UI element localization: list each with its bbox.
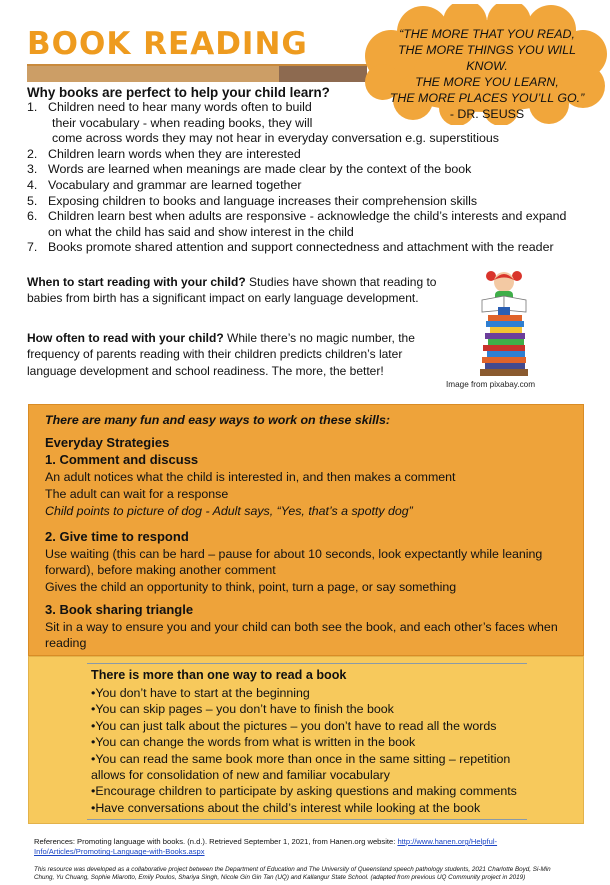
child-on-books-illustration <box>468 266 540 378</box>
reason-item <box>27 240 587 256</box>
reason-number: 7. <box>27 240 38 255</box>
reason-text: Vocabulary and grammar are learned together <box>48 177 302 192</box>
references-link[interactable]: http://www.hanen.org/Helpful- Info/Articles/Promoting-Language-with-Books.aspx <box>34 837 498 857</box>
strategy-2-line: Use waiting (this can be hard – pause for about 10 seconds, look expectantly while leaning <box>45 547 543 561</box>
ways-to-read-heading: There is more than one way to read a book <box>91 668 347 682</box>
when-label: When to start reading with your child? <box>27 275 246 289</box>
how-often-paragraph <box>27 330 437 379</box>
reason-text: Children learn best when adults are responsive - acknowledge the child’s interests and expand <box>48 209 567 224</box>
strategy-3-title: 3. Book sharing triangle <box>45 602 194 617</box>
panel-divider <box>87 663 527 664</box>
page-title: BOOK READING <box>27 26 308 62</box>
often-text: While there’s no magic number, the frequency of parents reading with their children predicts children’s later language development and school readiness. The more, the better! <box>27 331 415 378</box>
strategies-panel <box>28 404 584 656</box>
when-to-start-paragraph <box>27 274 437 307</box>
title-underline-accent <box>279 66 367 82</box>
reason-number: 1. <box>27 100 38 114</box>
often-label: How often to read with your child? <box>27 331 224 345</box>
strategy-1-example: Child points to picture of dog - Adult says, “Yes, that’s a spotty dog” <box>45 504 413 518</box>
ways-list-item: •You can change the words from what is written in the book <box>91 735 416 750</box>
when-text: Studies have shown that reading to babies from birth has a significant impact on early language development. <box>27 275 437 306</box>
title-underline-bar <box>27 64 367 82</box>
ways-list <box>91 685 571 816</box>
reason-item <box>27 100 587 147</box>
ways-list-item: •You can just talk about the pictures – you don’t have to read all the words <box>91 718 497 733</box>
strategy-2-title: 2. Give time to respond <box>45 529 189 544</box>
footer-line: Chung, Yu Chuang, Sophie Miarotto, Emily Poulos, Shariya Singh, Nicole Gin Gin Tan (UQ) and Kallangur State School. (adapted from previous UQ Community project in 2019) <box>34 874 526 882</box>
strategies-intro: There are many fun and easy ways to work on these skills: <box>45 413 390 427</box>
reason-number: 3. <box>27 162 38 177</box>
reasons-list <box>27 100 587 256</box>
reason-number: 4. <box>27 177 38 192</box>
quote-line: “THE MORE THAT YOU READ, <box>399 27 575 41</box>
references <box>34 837 590 858</box>
image-credit: Image from pixabay.com <box>446 380 536 389</box>
reason-item <box>27 178 587 194</box>
quote-line: THE MORE PLACES YOU’LL GO.” <box>389 91 585 105</box>
reason-text: come across words they may not hear in everyday conversation e.g. superstitious <box>52 131 499 146</box>
quote-author: - DR. SEUSS <box>449 107 525 121</box>
reason-text: on what the child has said and show interest in the child <box>48 224 354 239</box>
footer-credits <box>34 866 594 883</box>
panel-divider <box>87 819 527 820</box>
reason-number: 6. <box>27 209 38 224</box>
strategy-3-line: Sit in a way to ensure you and your child can both see the book, and each other’s faces when <box>45 620 558 634</box>
strategy-1-title: 1. Comment and discuss <box>45 452 199 467</box>
ways-list-item: •You don’t have to start at the beginning <box>91 686 310 700</box>
strategy-2-line: Gives the child an opportunity to think, point, turn a page, or say something <box>45 580 457 594</box>
quote-line: THE MORE YOU LEARN, <box>415 75 559 89</box>
quote-line: THE MORE THINGS YOU WILL KNOW. <box>397 43 577 73</box>
reason-text: Exposing children to books and language increases their comprehension skills <box>48 193 478 208</box>
reason-item <box>27 194 587 210</box>
reason-item <box>27 162 587 178</box>
reason-item <box>27 209 587 240</box>
ways-list-item: •Encourage children to participate by asking questions and making comments <box>91 784 517 799</box>
reason-text: their vocabulary - when reading books, they will <box>52 115 313 130</box>
ways-list-item: •You can skip pages – you don’t have to finish the book <box>91 702 394 717</box>
references-text: References: Promoting language with books. (n.d.). Retrieved September 1, 2021, from Hanen.org website: <box>34 837 398 846</box>
reason-text: Words are learned when meanings are made clear by the context of the book <box>48 162 472 177</box>
reason-text: Children learn words when they are interested <box>48 146 301 161</box>
reason-text: Children need to hear many words often to build <box>48 100 312 114</box>
ways-list-item: •You can read the same book more than once in the same sitting – repetition <box>91 751 511 766</box>
ways-list-item: •Have conversations about the child’s interest while looking at the book <box>91 800 481 815</box>
reason-text: Books promote shared attention and support connectedness and attachment with the reader <box>48 240 554 255</box>
strategy-1-line: The adult can wait for a response <box>45 487 229 501</box>
why-books-heading: Why books are perfect to help your child learn? <box>27 85 330 100</box>
ways-list-item: allows for consolidation of new and familiar vocabulary <box>91 768 390 783</box>
reason-number: 5. <box>27 193 38 208</box>
footer-line: This resource was developed as a collaborative project between the Department of Education and The University of Queensland speech pathology students, 2021 Charlotte Boyd, Si-Min <box>34 866 551 873</box>
everyday-strategies-heading: Everyday Strategies <box>45 435 170 450</box>
strategy-2-line: forward), before making another comment <box>45 563 276 577</box>
ways-to-read-panel <box>28 656 584 824</box>
reason-item <box>27 147 587 163</box>
strategy-3-line: reading <box>45 636 87 650</box>
reason-number: 2. <box>27 146 38 161</box>
strategy-1-line: An adult notices what the child is interested in, and then makes a comment <box>45 470 456 484</box>
